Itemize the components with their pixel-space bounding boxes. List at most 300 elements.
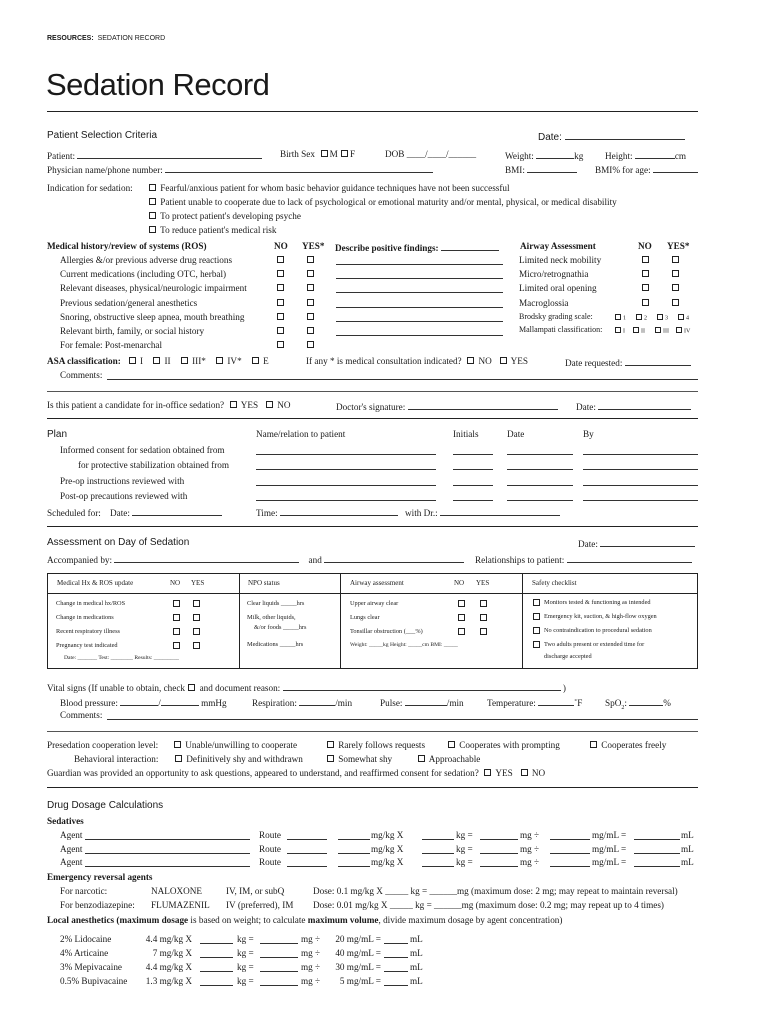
birth-sex-row: Birth Sex M F — [280, 149, 356, 159]
history-item-label: For female: Post-menarchal — [60, 340, 163, 351]
vitals-row: Vital signs (If unable to obtain, check and document reason: ) — [47, 683, 566, 693]
consult-no-checkbox[interactable] — [467, 357, 474, 364]
table-col-npo: NPO status — [248, 579, 280, 587]
benzo-route: IV (preferred), IM — [226, 900, 294, 910]
behavior-checkbox[interactable] — [327, 755, 334, 762]
assessment-date-field[interactable] — [600, 538, 695, 547]
route-label: Route — [259, 843, 281, 854]
accompanied-field-1[interactable] — [114, 554, 299, 563]
plan-initials-field[interactable] — [453, 446, 493, 455]
plan-col-name: Name/relation to patient — [256, 429, 346, 439]
scheduled-time-row: Time: — [256, 507, 398, 518]
airway-assess-label: Lungs clear — [350, 614, 380, 621]
cooperation-checkbox[interactable] — [448, 741, 455, 748]
plan-row-label: Post-op precautions reviewed with — [60, 490, 188, 501]
medical-update-no-checkbox[interactable] — [172, 628, 182, 637]
airway-yes-checkbox[interactable] — [671, 284, 681, 293]
dob-field[interactable]: DOB ____/____/______ — [385, 149, 477, 159]
drug-title: Drug Dosage Calculations — [47, 800, 164, 811]
history-no-checkbox[interactable] — [276, 327, 286, 336]
medical-update-yes-checkbox[interactable] — [192, 628, 202, 637]
assessment-table — [47, 573, 698, 669]
cooperation-label: Presedation cooperation level: — [47, 740, 159, 750]
local-ml-label: mL — [410, 962, 423, 972]
plan-by-field[interactable] — [583, 461, 698, 470]
safety-item: No contraindication to procedural sedation — [544, 627, 652, 634]
table-col-medical-yes: YES — [191, 579, 205, 587]
plan-name-field[interactable] — [256, 461, 436, 470]
route-field[interactable] — [287, 831, 327, 840]
mgkg-label: mg/kg X — [371, 843, 404, 854]
airway-no-checkbox[interactable] — [641, 270, 651, 279]
agent-label: Agent — [60, 857, 83, 867]
plan-date-field[interactable] — [507, 446, 573, 455]
npo-item: Medications _____hrs — [247, 641, 304, 648]
date-requested-field[interactable] — [625, 357, 691, 366]
physician-field[interactable] — [165, 164, 433, 173]
mg-field[interactable] — [480, 858, 518, 867]
behavior-checkbox[interactable] — [418, 755, 425, 762]
bmi-pct-field[interactable] — [653, 164, 698, 173]
local-kg-field[interactable] — [200, 935, 233, 944]
airway-assess-no-checkbox[interactable] — [457, 614, 467, 623]
date-field[interactable] — [565, 131, 685, 140]
npo-item: Milk, other liquids, — [247, 614, 296, 621]
route-field[interactable] — [287, 845, 327, 854]
date-label: Date: — [538, 131, 685, 143]
airway-assess-yes-checkbox[interactable] — [479, 614, 489, 623]
airway-assess-yes-checkbox[interactable] — [479, 628, 489, 637]
local-mg-field[interactable] — [260, 949, 298, 958]
patient-name-row: Patient: — [47, 150, 262, 161]
history-yes-checkbox[interactable] — [306, 327, 316, 336]
physician-row: Physician name/phone number: — [47, 164, 433, 175]
history-yes-checkbox[interactable] — [306, 341, 316, 350]
assessment-date-row: Date: — [578, 538, 695, 549]
behavior-option[interactable]: Somewhat shy — [326, 755, 392, 764]
local-kg-field[interactable] — [200, 963, 233, 972]
indication-checkbox[interactable] — [149, 212, 156, 219]
resp-field[interactable] — [299, 697, 335, 706]
asa-2-checkbox[interactable] — [153, 357, 160, 364]
asa-row: ASA classification: I II III* IV* E — [47, 356, 269, 366]
findings-field[interactable] — [336, 327, 503, 336]
local-mg-field[interactable] — [260, 977, 298, 986]
describe-findings-label: Describe positive findings: — [335, 242, 499, 253]
ml-field[interactable] — [634, 845, 680, 854]
vitals-reason-field[interactable] — [283, 682, 561, 691]
patient-name-field[interactable] — [77, 150, 262, 159]
bp-systolic-field[interactable] — [120, 697, 158, 706]
mallampati-option[interactable]: II — [632, 327, 645, 335]
title-divider — [47, 111, 698, 112]
airway-item-label: Limited oral opening — [519, 283, 597, 294]
airway-assess-label: Tonsillar obstruction (___%) — [350, 628, 423, 635]
resources-label: RESOURCES: SEDATION RECORD — [47, 35, 166, 42]
plan-by-field[interactable] — [583, 446, 698, 455]
bp-diastolic-field[interactable] — [161, 697, 199, 706]
accompanied-field-2[interactable] — [324, 554, 464, 563]
plan-row-label: for protective stabilization obtained from — [78, 460, 230, 471]
brodsky-label: Brodsky grading scale: — [519, 312, 593, 321]
page-title: Sedation Record — [46, 67, 270, 102]
brodsky-option[interactable]: 3 — [656, 314, 668, 322]
relationships-row: Relationships to patient: — [475, 554, 692, 565]
indication-item[interactable]: To protect patient's developing psyche — [148, 212, 301, 221]
plan-by-field[interactable] — [583, 492, 698, 501]
height-field[interactable] — [635, 150, 675, 159]
medical-update-yes-checkbox[interactable] — [192, 642, 202, 651]
plan-row-label: Informed consent for sedation obtained from — [60, 445, 225, 455]
local-conc: 30 mg/mL = — [335, 962, 381, 972]
agent-name-field[interactable] — [85, 845, 250, 854]
mgml-field[interactable] — [550, 845, 590, 854]
local-ml-field[interactable] — [384, 949, 408, 958]
local-mg-div: mg ÷ — [301, 976, 321, 986]
asa-comments-field[interactable] — [107, 371, 698, 380]
local-agent-dose: 1.3 mg/kg X — [145, 976, 192, 986]
findings-field[interactable] — [336, 313, 503, 322]
airway-no-checkbox[interactable] — [641, 299, 651, 308]
plan-initials-field[interactable] — [453, 461, 493, 470]
local-agent-name: 4% Articaine — [60, 948, 109, 958]
mgml-field[interactable] — [550, 858, 590, 867]
agent-name-field[interactable] — [85, 858, 250, 867]
local-kg-eq: kg = — [237, 962, 254, 972]
plan-name-field[interactable] — [256, 446, 436, 455]
date-requested-row: Date requested: — [565, 357, 691, 368]
relationships-field[interactable] — [567, 554, 692, 563]
bmi-field[interactable] — [527, 164, 577, 173]
history-title: Medical history/review of systems (ROS) — [47, 241, 207, 251]
mgkg-field[interactable] — [338, 831, 370, 840]
candidate-date-row: Date: — [576, 401, 691, 412]
ml-label: mL — [681, 843, 694, 854]
airway-assess-yes-checkbox[interactable] — [479, 600, 489, 609]
plan-divider — [47, 418, 698, 419]
local-mg-div: mg ÷ — [301, 948, 321, 958]
local-conc: 20 mg/mL = — [335, 934, 381, 944]
airway-yes-checkbox[interactable] — [671, 299, 681, 308]
safety-item: Monitors tested & functioning as intended — [544, 599, 651, 606]
mgkg-label: mg/kg X — [371, 857, 404, 867]
table-col-airway-no: NO — [454, 579, 465, 587]
npo-item: &/or foods _____hrs — [254, 624, 307, 631]
medical-update-yes-checkbox[interactable] — [192, 614, 202, 623]
behavior-option[interactable]: Definitively shy and withdrawn — [174, 755, 303, 764]
with-dr-row: with Dr.: — [405, 507, 560, 518]
history-yes-checkbox[interactable] — [306, 299, 316, 308]
safety-checkbox[interactable] — [532, 641, 542, 650]
mallampati-label: Mallampati classification: — [519, 325, 603, 334]
local-agent-name: 2% Lidocaine — [60, 934, 112, 944]
narcotic-drug: NALOXONE — [151, 886, 203, 896]
airway-assess-label: Upper airway clear — [350, 600, 399, 607]
history-no-checkbox[interactable] — [276, 313, 286, 322]
airway-assess-no-checkbox[interactable] — [457, 600, 467, 609]
history-yes-checkbox[interactable] — [306, 284, 316, 293]
spo2-field[interactable] — [629, 697, 663, 706]
mgml-field[interactable] — [550, 831, 590, 840]
local-ml-label: mL — [410, 948, 423, 958]
medical-update-label: Pregnancy test indicated — [56, 642, 118, 649]
indication-item[interactable]: Fearful/anxious patient for whom basic behavior guidance techniques have not been successful — [148, 184, 510, 193]
local-mg-div: mg ÷ — [301, 934, 321, 944]
assessment-title: Assessment on Day of Sedation — [47, 537, 190, 548]
airway-item-label: Micro/retrognathia — [519, 269, 589, 280]
local-ml-field[interactable] — [384, 977, 408, 986]
history-yes-checkbox[interactable] — [306, 256, 316, 265]
table-col-airway: Airway assessment — [350, 579, 404, 587]
plan-col-by: By — [583, 429, 594, 439]
local-kg-eq: kg = — [237, 976, 254, 986]
history-yes-checkbox[interactable] — [306, 313, 316, 322]
history-no-checkbox[interactable] — [276, 256, 286, 265]
mg-field[interactable] — [480, 831, 518, 840]
weight-row: Weight: kg — [505, 151, 584, 161]
cooperation-option[interactable]: Unable/unwilling to cooperate — [173, 741, 297, 750]
benzo-label: For benzodiazepine: — [60, 900, 135, 910]
mg-div-label: mg ÷ — [520, 857, 540, 867]
temp-row: Temperature: ˚F — [487, 698, 583, 708]
local-kg-eq: kg = — [237, 948, 254, 958]
pregnancy-detail-field[interactable]: Date: _______ Test: ________ Results: _________ — [64, 655, 179, 661]
plan-col-initials: Initials — [453, 429, 479, 439]
kg-field[interactable] — [422, 831, 454, 840]
local-kg-field[interactable] — [200, 977, 233, 986]
airway-yes-checkbox[interactable] — [671, 256, 681, 265]
sex-m-checkbox[interactable] — [321, 150, 328, 157]
candidate-yes-checkbox[interactable] — [230, 401, 237, 408]
consult-yes-checkbox[interactable] — [500, 357, 507, 364]
airway-no-header: NO — [638, 241, 652, 251]
plan-initials-field[interactable] — [453, 492, 493, 501]
history-no-checkbox[interactable] — [276, 299, 286, 308]
findings-field[interactable] — [336, 284, 503, 293]
ml-label: mL — [681, 857, 694, 867]
plan-by-field[interactable] — [583, 477, 698, 486]
indication-checkbox[interactable] — [149, 184, 156, 191]
resources-value: SEDATION RECORD — [97, 35, 166, 42]
mgkg-field[interactable] — [338, 845, 370, 854]
mgml-eq-label: mg/mL = — [592, 857, 627, 867]
safety-checkbox[interactable] — [532, 613, 542, 622]
table-col-airway-yes: YES — [476, 579, 490, 587]
local-ml-field[interactable] — [384, 963, 408, 972]
safety-item: discharge accepted — [544, 653, 592, 660]
local-ml-label: mL — [410, 934, 423, 944]
cooperation-option[interactable]: Rarely follows requests — [326, 741, 425, 750]
history-no-checkbox[interactable] — [276, 341, 286, 350]
findings-field[interactable] — [336, 256, 503, 265]
airway-assess-no-checkbox[interactable] — [457, 628, 467, 637]
airway-title: Airway Assessment — [520, 241, 596, 251]
history-item-label: Snoring, obstructive sleep apnea, mouth breathing — [60, 311, 245, 322]
agent-label: Agent — [60, 830, 83, 840]
vitals-comments-label: Comments: — [60, 710, 103, 720]
local-agent-dose: 7 mg/kg X — [152, 948, 192, 958]
vitals-line — [47, 731, 698, 732]
local-conc: 5 mg/mL = — [339, 976, 381, 986]
medical-update-yes-checkbox[interactable] — [192, 600, 202, 609]
candidate-date-field[interactable] — [598, 401, 691, 410]
with-dr-field[interactable] — [440, 507, 560, 516]
assessment-divider — [47, 526, 698, 527]
guardian-no-checkbox[interactable] — [521, 769, 528, 776]
scheduled-row: Scheduled for: Date: — [47, 507, 222, 518]
local-mg-field[interactable] — [260, 963, 298, 972]
asa-1-checkbox[interactable] — [129, 357, 136, 364]
local-title: Local anesthetics (maximum dosage is based on weight; to calculate maximum volume, divide maximum dosage by agent concentration) — [47, 915, 563, 925]
scheduled-date-field[interactable] — [132, 507, 222, 516]
airway-yes-header: YES* — [667, 241, 690, 251]
airway-yes-checkbox[interactable] — [671, 270, 681, 279]
cooperation-option[interactable]: Cooperates freely — [589, 741, 666, 750]
kg-field[interactable] — [422, 845, 454, 854]
sex-f-checkbox[interactable] — [341, 150, 348, 157]
findings-field[interactable] — [336, 270, 503, 279]
narcotic-dose[interactable]: Dose: 0.1 mg/kg X _____ kg = ______mg (maximum dose: 2 mg; may repeat to maintain reversal) — [313, 886, 678, 896]
bmi-pct-row: BMI% for age: — [595, 164, 698, 175]
safety-checkbox[interactable] — [532, 599, 542, 608]
reversal-title: Emergency reversal agents — [47, 872, 153, 882]
comments-line — [47, 391, 698, 392]
asa-3-checkbox[interactable] — [181, 357, 188, 364]
pulse-field[interactable] — [405, 697, 447, 706]
signature-field[interactable] — [408, 401, 558, 410]
findings-field[interactable] — [336, 299, 503, 308]
ml-field[interactable] — [634, 831, 680, 840]
history-item-label: Relevant birth, family, or social history — [60, 326, 205, 336]
ml-field[interactable] — [634, 858, 680, 867]
airway-item-label: Macroglossia — [519, 297, 569, 308]
local-agent-name: 0.5% Bupivacaine — [60, 976, 128, 986]
behavior-option[interactable]: Approachable — [417, 755, 480, 764]
medical-update-no-checkbox[interactable] — [172, 614, 182, 623]
npo-item: Clear liquids _____hrs — [247, 600, 305, 607]
behavior-label: Behavioral interaction: — [74, 754, 159, 764]
cooperation-checkbox[interactable] — [174, 741, 181, 748]
plan-initials-field[interactable] — [453, 477, 493, 486]
airway-no-checkbox[interactable] — [641, 256, 651, 265]
local-agent-name: 3% Mepivacaine — [60, 962, 122, 972]
mgkg-field[interactable] — [338, 858, 370, 867]
vitals-unable-checkbox[interactable] — [188, 684, 195, 691]
brodsky-option[interactable]: 1 — [614, 314, 626, 322]
history-item-label: Relevant diseases, physical/neurologic impairment — [60, 283, 247, 294]
sedatives-title: Sedatives — [47, 816, 84, 826]
table-col-medical-no: NO — [170, 579, 181, 587]
medical-update-label: Change in medications — [56, 614, 114, 621]
consult-row: If any * is medical consultation indicated? NO YES — [306, 356, 529, 366]
bmi-row: BMI: — [505, 164, 577, 175]
history-no-checkbox[interactable] — [276, 270, 286, 279]
mgml-eq-label: mg/mL = — [592, 830, 627, 840]
brodsky-option[interactable]: 2 — [635, 314, 647, 322]
local-kg-field[interactable] — [200, 949, 233, 958]
mg-field[interactable] — [480, 845, 518, 854]
plan-col-date: Date — [507, 429, 525, 439]
plan-name-field[interactable] — [256, 477, 436, 486]
indication-item[interactable]: To reduce patient's medical risk — [148, 226, 276, 235]
mallampati-option[interactable]: III — [654, 327, 669, 335]
spo2-row: SpO$_2$: % — [605, 698, 671, 711]
asa-comments-label: Comments: — [60, 370, 103, 380]
plan-name-field[interactable] — [256, 492, 436, 501]
medical-update-label: Recent respiratory illness — [56, 628, 120, 635]
asa-e-checkbox[interactable] — [252, 357, 259, 364]
kg-field[interactable] — [422, 858, 454, 867]
history-no-header: NO — [274, 241, 288, 251]
table-col-medical: Medical Hx & ROS update — [57, 579, 134, 587]
safety-item: Two adults present or extended time for — [544, 641, 645, 648]
kg-eq-label: kg = — [456, 830, 473, 840]
temp-field[interactable] — [538, 697, 574, 706]
guardian-yes-checkbox[interactable] — [484, 769, 491, 776]
plan-date-field[interactable] — [507, 461, 573, 470]
local-ml-field[interactable] — [384, 935, 408, 944]
candidate-no-checkbox[interactable] — [266, 401, 273, 408]
weight-field[interactable] — [536, 150, 574, 159]
section-title-patient-selection: Patient Selection Criteria — [47, 130, 158, 141]
cooperation-option[interactable]: Cooperates with prompting — [447, 741, 560, 750]
candidate-row: Is this patient a candidate for in-office sedation? YES NO — [47, 400, 291, 410]
agent-name-field[interactable] — [85, 831, 250, 840]
bp-row: Blood pressure: / mmHg — [60, 698, 227, 708]
height-row: Height: cm — [605, 151, 687, 161]
airway-no-checkbox[interactable] — [641, 284, 651, 293]
route-label: Route — [259, 830, 281, 840]
history-item-label: Previous sedation/general anesthetics — [60, 297, 198, 308]
behavior-checkbox[interactable] — [175, 755, 182, 762]
indication-checkbox[interactable] — [149, 226, 156, 233]
guardian-row: Guardian was provided an opportunity to ask questions, appeared to understand, and reaffirmed consent for sedation? YES NO — [47, 768, 546, 778]
ml-label: mL — [681, 830, 694, 840]
asa-4-checkbox[interactable] — [216, 357, 223, 364]
agent-label: Agent — [60, 843, 83, 854]
cooperation-checkbox[interactable] — [590, 741, 597, 748]
medical-update-no-checkbox[interactable] — [172, 642, 182, 651]
history-item-label: Allergies &/or previous adverse drug reactions — [60, 255, 233, 265]
accompanied-row: Accompanied by: and — [47, 554, 464, 565]
history-yes-checkbox[interactable] — [306, 270, 316, 279]
medical-update-label: Change in medical hx/ROS — [56, 600, 126, 607]
mallampati-option[interactable]: IV — [675, 327, 690, 335]
mallampati-option[interactable]: I — [614, 327, 625, 335]
indication-item[interactable]: Patient unable to cooperate due to lack of psychological or emotional maturity and/or mental, physical, or medical disability — [148, 198, 617, 207]
route-field[interactable] — [287, 858, 327, 867]
mgkg-label: mg/kg X — [371, 830, 404, 840]
vitals-comments-field[interactable] — [107, 711, 698, 720]
safety-checkbox[interactable] — [532, 627, 542, 636]
scheduled-time-field[interactable] — [280, 507, 398, 516]
benzo-dose[interactable]: Dose: 0.01 mg/kg X _____ kg = ______mg (maximum dose: 0.2 mg; may repeat up to 4 times) — [313, 900, 664, 910]
plan-row-label: Pre-op instructions reviewed with — [60, 475, 185, 486]
airway-measure-field[interactable]: Weight: _____kg Height: _____cm BMI: _____ — [350, 642, 458, 648]
benzo-drug: FLUMAZENIL — [151, 900, 210, 910]
cooperation-checkbox[interactable] — [327, 741, 334, 748]
plan-date-field[interactable] — [507, 492, 573, 501]
local-agent-dose: 4.4 mg/kg X — [145, 962, 192, 972]
history-no-checkbox[interactable] — [276, 284, 286, 293]
kg-eq-label: kg = — [456, 857, 473, 867]
brodsky-option[interactable]: 4 — [677, 314, 689, 322]
medical-update-no-checkbox[interactable] — [172, 600, 182, 609]
indication-checkbox[interactable] — [149, 198, 156, 205]
airway-item-label: Limited neck mobility — [519, 255, 602, 265]
local-mg-field[interactable] — [260, 935, 298, 944]
plan-date-field[interactable] — [507, 477, 573, 486]
